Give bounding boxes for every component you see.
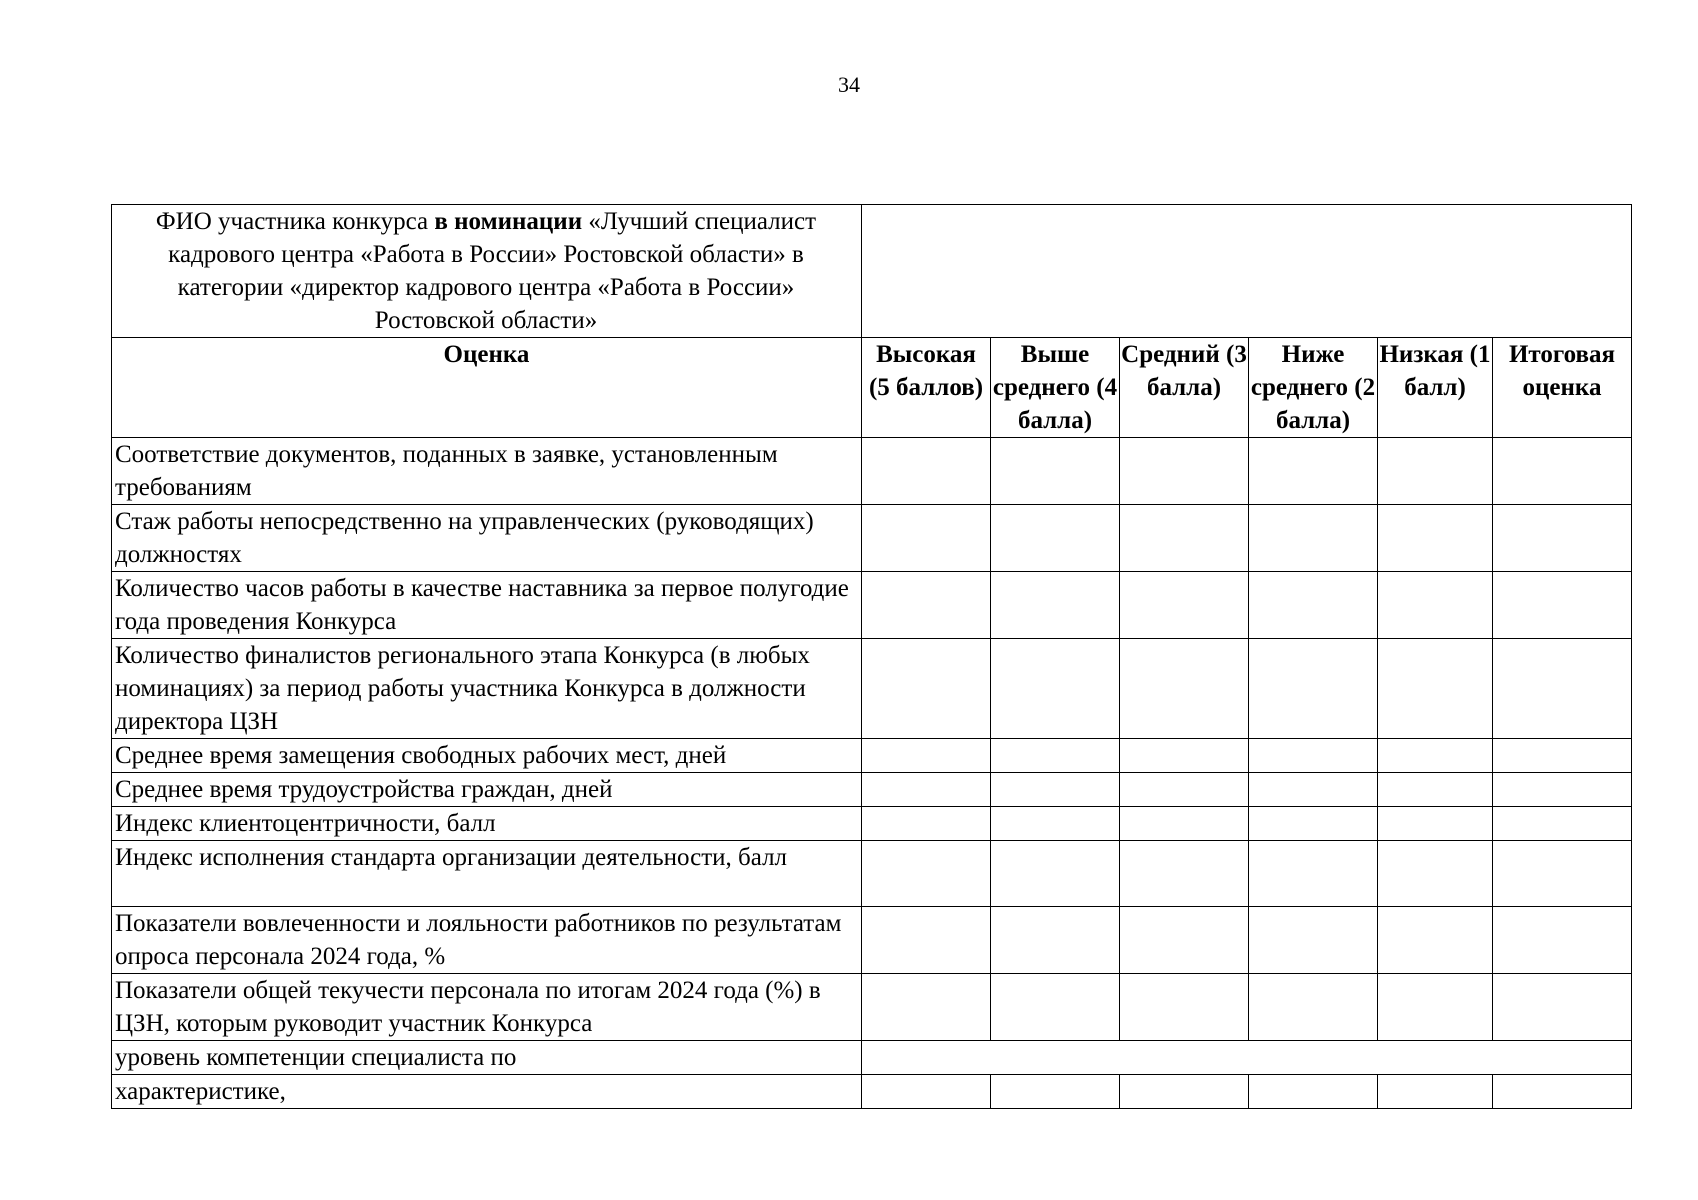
score-cell-below-average[interactable] [1249, 639, 1378, 739]
score-cell-average[interactable] [1120, 639, 1249, 739]
score-cell-high[interactable] [862, 639, 991, 739]
score-cell-average[interactable] [1120, 841, 1249, 907]
criterion-label: характеристике, [112, 1075, 862, 1109]
score-cell-low[interactable] [1378, 505, 1493, 572]
header-low: Низкая (1 балл) [1378, 338, 1493, 438]
score-cell-above-average[interactable] [991, 907, 1120, 974]
score-cell-average[interactable] [1120, 907, 1249, 974]
table-row [112, 773, 1632, 807]
score-cell-below-average[interactable] [1249, 1075, 1378, 1109]
score-cell-below-average[interactable] [1249, 907, 1378, 974]
score-cell-below-average[interactable] [1249, 505, 1378, 572]
score-cell-total[interactable] [1493, 841, 1632, 907]
score-cell-low[interactable] [1378, 739, 1493, 773]
criterion-label: Соответствие документов, поданных в заявке, установленным требованиям [112, 438, 862, 505]
score-cell-average[interactable] [1120, 807, 1249, 841]
score-cell-above-average[interactable] [991, 438, 1120, 505]
score-cell-high[interactable] [862, 807, 991, 841]
score-cell-above-average[interactable] [991, 505, 1120, 572]
score-cell-total[interactable] [1493, 639, 1632, 739]
score-cell-above-average[interactable] [991, 572, 1120, 639]
score-cell-total[interactable] [1493, 807, 1632, 841]
score-cell-total[interactable] [1493, 739, 1632, 773]
table-row [112, 1041, 1632, 1075]
score-cell-total[interactable] [1493, 974, 1632, 1041]
score-cell-average[interactable] [1120, 505, 1249, 572]
score-cell-average[interactable] [1120, 739, 1249, 773]
score-cell-above-average[interactable] [991, 1075, 1120, 1109]
page-number: 34 [838, 72, 860, 97]
table-row [112, 974, 1632, 1041]
header-total: Итоговая оценка [1493, 338, 1632, 438]
form-title: ФИО участника конкурса в номинации «Лучший специалист кадрового центра «Работа в России» Ростовской области» в категории «директор кадрового центра «Работа в России» Ростовской области» [112, 205, 862, 338]
score-cell-average[interactable] [1120, 974, 1249, 1041]
score-cell-below-average[interactable] [1249, 739, 1378, 773]
score-cell-low[interactable] [1378, 773, 1493, 807]
score-cell-low[interactable] [1378, 438, 1493, 505]
score-cell-high[interactable] [862, 841, 991, 907]
table-row [112, 572, 1632, 639]
score-cell-total[interactable] [1493, 438, 1632, 505]
form-title-bold: в номинации [434, 208, 583, 235]
score-cell-above-average[interactable] [991, 807, 1120, 841]
header-above-average: Выше среднего (4 балла) [991, 338, 1120, 438]
score-cell-high[interactable] [862, 773, 991, 807]
criterion-label: Среднее время замещения свободных рабочих мест, дней [112, 739, 862, 773]
score-cell-below-average[interactable] [1249, 438, 1378, 505]
criterion-label: уровень компетенции специалиста по [112, 1041, 862, 1075]
score-cell-total[interactable] [1493, 773, 1632, 807]
table-row [112, 639, 1632, 739]
criterion-label: Среднее время трудоустройства граждан, дней [112, 773, 862, 807]
header-criterion: Оценка [112, 338, 862, 438]
score-cell-high[interactable] [862, 907, 991, 974]
score-cell-low[interactable] [1378, 1075, 1493, 1109]
score-cell-total[interactable] [1493, 572, 1632, 639]
score-cell-above-average[interactable] [991, 639, 1120, 739]
score-cell-above-average[interactable] [991, 974, 1120, 1041]
score-cell-high[interactable] [862, 505, 991, 572]
score-cell-low[interactable] [1378, 572, 1493, 639]
score-cell-high[interactable] [862, 438, 991, 505]
header-high: Высокая (5 баллов) [862, 338, 991, 438]
score-cell-low[interactable] [1378, 841, 1493, 907]
score-cell-above-average[interactable] [991, 841, 1120, 907]
score-cell-total[interactable] [1493, 505, 1632, 572]
score-cell-high[interactable] [862, 1075, 991, 1109]
score-cell-average[interactable] [1120, 438, 1249, 505]
score-cell-average[interactable] [1120, 572, 1249, 639]
participant-name-cell[interactable] [862, 205, 1632, 338]
header-row [112, 338, 1632, 438]
table-row [112, 1075, 1632, 1109]
score-cell-total[interactable] [1493, 907, 1632, 974]
criterion-label: Индекс клиентоцентричности, балл [112, 807, 862, 841]
table-row [112, 438, 1632, 505]
score-cell-low[interactable] [1378, 907, 1493, 974]
score-cell-high[interactable] [862, 739, 991, 773]
table-row [112, 907, 1632, 974]
criterion-label: Количество часов работы в качестве наставника за первое полугодие года проведения Конкурса [112, 572, 862, 639]
score-cell-below-average[interactable] [1249, 841, 1378, 907]
criterion-label: Показатели вовлеченности и лояльности работников по результатам опроса персонала 2024 года, % [112, 907, 862, 974]
score-cell-high[interactable] [862, 572, 991, 639]
table-row [112, 505, 1632, 572]
merged-empty-cell[interactable] [862, 1041, 1632, 1075]
score-cell-total[interactable] [1493, 1075, 1632, 1109]
score-cell-below-average[interactable] [1249, 572, 1378, 639]
score-cell-low[interactable] [1378, 639, 1493, 739]
score-cell-below-average[interactable] [1249, 773, 1378, 807]
title-row [112, 205, 1632, 338]
table-row [112, 841, 1632, 907]
score-cell-above-average[interactable] [991, 773, 1120, 807]
table-row [112, 739, 1632, 773]
table-row [112, 807, 1632, 841]
score-cell-below-average[interactable] [1249, 807, 1378, 841]
criterion-label: Показатели общей текучести персонала по итогам 2024 года (%) в ЦЗН, которым руководит участник Конкурса [112, 974, 862, 1041]
criterion-label: Стаж работы непосредственно на управленческих (руководящих) должностях [112, 505, 862, 572]
header-average: Средний (3 балла) [1120, 338, 1249, 438]
score-cell-average[interactable] [1120, 773, 1249, 807]
score-cell-below-average[interactable] [1249, 974, 1378, 1041]
evaluation-table [111, 204, 1632, 1109]
score-cell-above-average[interactable] [991, 739, 1120, 773]
score-cell-low[interactable] [1378, 974, 1493, 1041]
score-cell-high[interactable] [862, 974, 991, 1041]
score-cell-low[interactable] [1378, 807, 1493, 841]
header-below-average: Ниже среднего (2 балла) [1249, 338, 1378, 438]
score-cell-average[interactable] [1120, 1075, 1249, 1109]
criterion-label: Количество финалистов регионального этапа Конкурса (в любых номинациях) за период работы участника Конкурса в должности директора ЦЗН [112, 639, 862, 739]
criterion-label: Индекс исполнения стандарта организации деятельности, балл [112, 841, 862, 907]
